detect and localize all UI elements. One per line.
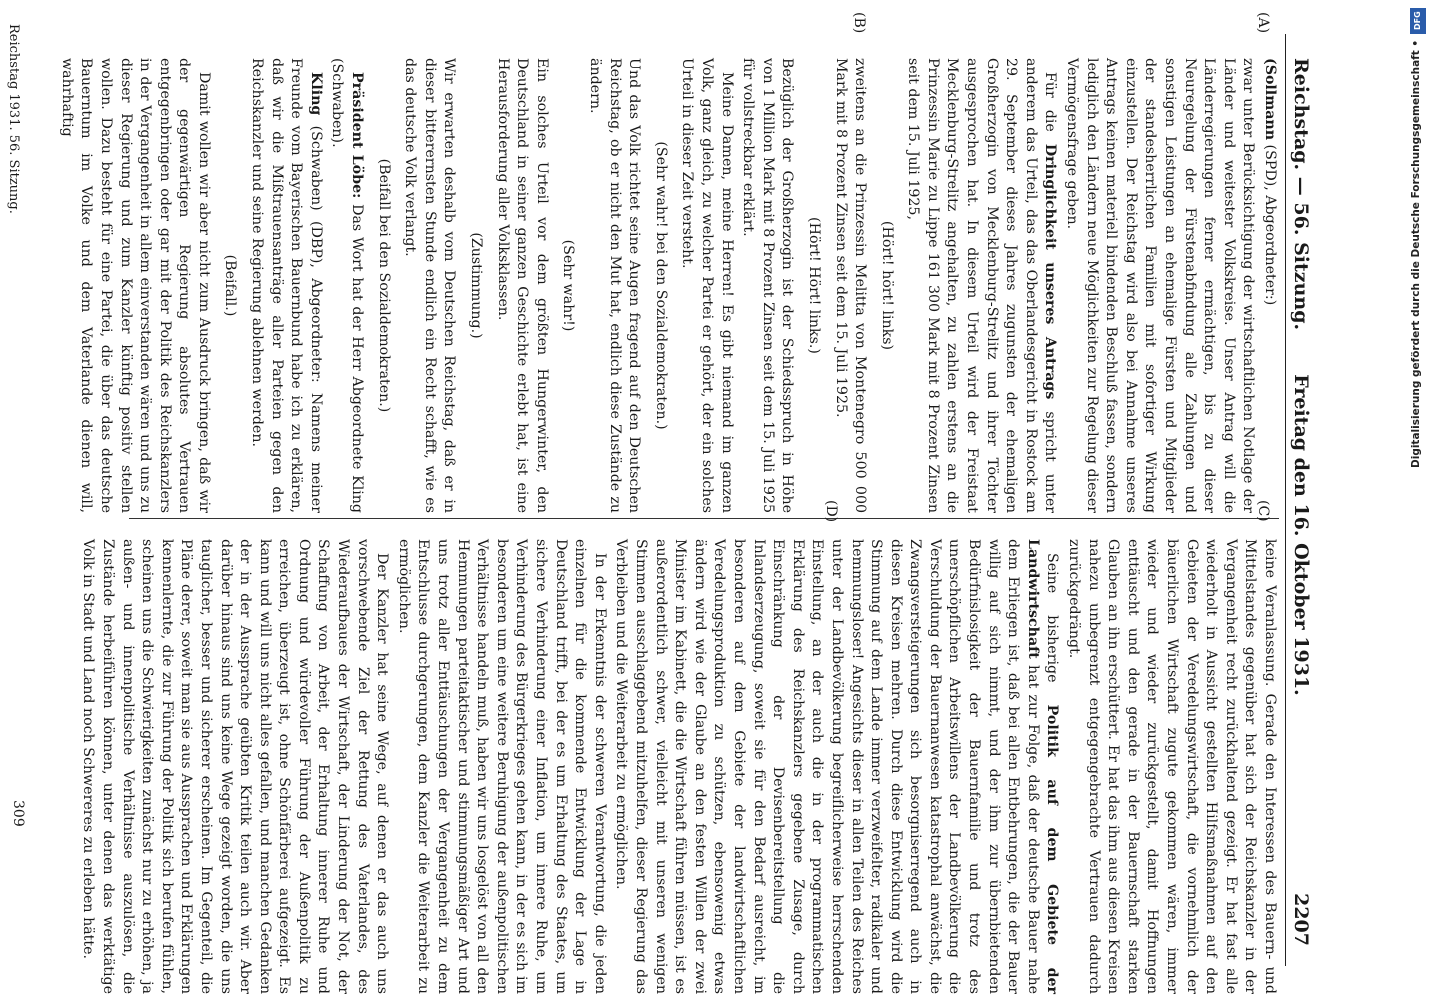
page-number: 2207: [1290, 893, 1312, 946]
paragraph: zweitens an die Prinzessin Melitta von Montenegro 500 000 Mark mit 8 Prozent Zinsen seit dem 15. Juli 1925.: [832, 58, 869, 513]
paragraph: Bezüglich der Großherzogin ist der Schiedsspruch in Höhe von 1 Million Mark mit 8 Prozent Zinsen seit dem 15. Juli 1925 für vollstreckbar erklärt.: [740, 58, 796, 513]
paragraph-text: Für die: [1042, 72, 1059, 144]
interjection: (Zustimmung.): [468, 232, 485, 339]
interjection: (Sehr wahr! bei den Sozialdemokraten.): [652, 141, 669, 430]
paragraph-text: Seine bisherige: [1044, 553, 1061, 705]
page-header: [1285, 34, 1316, 966]
footer-session: Reichstag 1931. 56. Sitzung.: [6, 24, 21, 214]
right-column: [76, 539, 1279, 994]
interjection: (Hört! Hört! links.): [805, 217, 822, 354]
digitization-note: Digitalisierung gefördert durch die Deutsche Forschungsgemeinschaft •: [1410, 40, 1422, 469]
left-column: [54, 58, 1279, 513]
digitization-sidebar: [1408, 8, 1428, 988]
emphasis: Kling: [307, 72, 324, 116]
emphasis: Präsident Löbe:: [349, 72, 366, 199]
paragraph: [247, 58, 325, 513]
interjection: (Hört! hört! links): [878, 220, 895, 351]
interjection: (Sehr wahr!): [560, 239, 577, 332]
paragraph: In der Erkenntnis der schweren Verantwortung, die jeden einzelnen für die kommende Entwicklung der Lage in Deutschland trifft, bei der es um Erhaltung des Staates, um sichere Verhinderung einer Inflation, um innere Ruhe, um Verhinderung des Bürgerkrieges gehen kann, in der es sich im besonderen um eine weitere Beruhigung der außenpolitischen Verhältnisse handeln muß, haben wir uns losgelöst von all den Hemmungen parteitaktischer und stimmungsmäßiger Art und uns trotz aller Enttäuschungen der Vergangenheit zu dem Entschlusse durchgerungen, dem Kanzler die Weiterarbeit zu ermöglichen.: [395, 539, 608, 994]
paragraph: [611, 539, 1062, 994]
emphasis: Dringlichkeit unseres Antrags: [1042, 143, 1059, 400]
speaker-continuation: [1259, 58, 1279, 513]
paragraph: Wir erwarten deshalb vom Deutschen Reichstag, daß er in dieser bitterernsten Stunde endlich ein Recht schafft, wie es das deutsche Volk verlangt.: [402, 58, 458, 513]
margin-marker-b: (B): [851, 12, 867, 34]
paragraph: Damit wollen wir aber nicht zum Ausdruck bringen, daß wir der gegenwärtigen Regierung absolutes Vertrauen entgegenbringen oder gar mit der Politik des Reichskanzlers in der Vergangenheit in allem einverstanden wären und uns zu dieser Regierung und zum Kanzler künftig positiv stellen wollen. Dazu besteht für eine Partei, die über das deutsche Bauerntum im Volke und dem Vaterlande dienen will, wahrhaftig: [58, 58, 212, 513]
header-date: Freitag den 16. Oktober 1931.: [1290, 374, 1312, 696]
interjection: (Beifall bei den Sozialdemokraten.): [375, 158, 392, 413]
speaker-name: (Sollmann: [1262, 58, 1278, 141]
paragraph: [903, 58, 1060, 513]
speaker-role: (SPD), Abgeordneter:): [1262, 140, 1278, 306]
margin-marker-c: (C): [1255, 500, 1271, 522]
interjection: (Beifall.): [222, 254, 239, 317]
dfg-logo: DFG: [1410, 8, 1426, 34]
text-columns: [43, 12, 1279, 995]
paragraph: zwar unter Berücksichtigung der wirtschaftlichen Notlage der Länder und weitester Volkskreise. Unser Antrag will die Länderregierungen ferner ermächtigen, bis zu dieser Neuregelung der Fürstenabfindung alle Zahlungen und sonstigen Leistungen an ehemalige Fürsten und Mitglieder der standesherrlichen Familien mit sofortiger Wirkung einzustellen. Der Reichstag wird also bei Annahme unseres Antrags keinen materiell bindenden Beschluß fassen, sondern lediglich den Ländern neue Möglichkeiten zur Regelung dieser Vermögensfrage geben.: [1064, 58, 1257, 513]
column-divider: [129, 518, 1279, 519]
paragraph-text: spricht unter anderem das Urteil, das das Oberlandesgericht in Rostock am 29. September dieses Jahres zugunsten der ehemaligen Großherzogin von Mecklenburg-Strelitz und ihrer Töchter ausgesprochen hat. In diesem Urteil wird der Freistaat Mecklenburg-Strelitz angehalten, zu zahlen erstens an die Prinzessin Marie zu Lippe 161 300 Mark mit 8 Prozent Zinsen seit dem 15. Juli 1925,: [905, 58, 1059, 513]
paragraph-text: hat zur Folge, daß der deutsche Bauer nahe dem Erliegen ist, daß bei allen Entbehrungen, die der Bauer willig auf sich nimmt, und der ihm zur übernbietenden Bedürfnislosigkeit der Bauernfamilie und trotz des unerschöpflichen Arbeitswillens der Landbevölkerung die Verschuldung der Bauernanwesen katastrophal anwächst, die Zwangsversteigerungen sich besorgniserregend auch in diesen Kreisen mehren. Durch diese Entwicklung wird die Stimmung auf dem Lande immer verzweifelter, radikaler und hemmungsloser! Angesichts dieser in allen Teilen des Reiches unter der Landbevölkerung begreiflicherweise herrschenden Einstellung, an der auch die in der programmatischen Erklärung des Reichskanzlers gegebene Zusage, durch Einschränkung der Devisenbereitstellung die Inlandserzeugung, soweit sie für den Bedarf ausreicht, im besonderen auf dem Gebiete der landwirtschaftlichen Veredelungsproduktion zu schützen, ebensowenig etwas ändern wird wie der Glaube an den festen Willen der zwei Minister im Kabinett, die die Wirtschaft führen müssen, ist es außerordentlich schwer, vielleicht mit unseren wenigen Stimmen ausschlaggebend mitzuhelfen, dieser Regierung das Verbleiben und die Weiterarbeit zu ermöglichen.: [613, 539, 1041, 994]
paragraph: Und das Volk richtet seine Augen fragend auf den Deutschen Reichstag, ob er nicht den Mut hat, endlich diese Zustände zu ändern.: [587, 58, 643, 513]
paragraph: Der Kanzler hat seine Wege, auf denen er das auch uns vorschwebende Ziel der Rettung des Vaterlandes, des Wiederaufbaues der Wirtschaft, der Linderung der Not, der Schaffung von Arbeit, der Erhaltung innerer Ruhe und Ordnung und würdevoller Führung der Außenpolitik zu erreichen, überzeugt ist, ohne Schönfärberei aufgezeigt. Es kann und will uns nicht alles gefallen, und manchen Gedanken der in der Aussprache geübten Kritik teilen auch wir. Aber darüber hinaus sind uns keine Wege gezeigt worden, die uns tauglicher, besser und sicherer erscheinen. Im Gegenteil, die Pläne derer, soweit man sie aus Aussprachen und Erklärungen kennenlernte, die zur Führung der Politik sich berufen fühlen, scheinen uns die Schwierigkeiten zunächst nur zu erhöhen, ja außen- und innenpolitische Verhältnisse auszulösen, die Zustände herbeiführen können, unter denen das werktätige Volk in Stadt und Land noch Schwereres zu erleben hätte.: [80, 539, 391, 994]
paragraph-text: Das Wort hat der Herr Abgeordnete Kling (Schwaben).: [329, 58, 366, 514]
emphasis: Politik auf dem Gebiete der Landwirtschaft: [1024, 539, 1061, 995]
footer-page-mark: 309: [10, 800, 26, 827]
paragraph: [327, 58, 366, 513]
margin-marker-a: (A): [1255, 12, 1271, 34]
paragraph: Meine Damen, meine Herren! Es gibt niemand im ganzen Volk, ganz gleich, zu welcher Partei er gehört, der ein solches Urteil in dieser Zeit versteht.: [679, 58, 735, 513]
margin-marker-d: (D): [823, 500, 839, 523]
paragraph: keine Veranlassung. Gerade den Interessen des Bauern- und Mittelstandes gegenüber hat sich der Reichskanzler in der Vergangenheit recht zurückhaltend gezeigt. Er hat fast alle wiederholt in Aussicht gestellten Hilfsmaßnahmen auf den Gebieten der Veredelungswirtschaft, die vornehmlich der bäuerlichen Wirtschaft zugute gekommen wären, immer wieder und wieder zurückgestellt, damit Hoffnungen enttäuscht und den gerade in der Bauernschaft starken Glauben an ihn erschüttert. Er hat das ihm aus diesen Kreisen nahezu unbegrenzt entgegengebrachte Vertrauen dadurch zurückgedrängt.: [1066, 539, 1278, 994]
paragraph: Ein solches Urteil vor dem größten Hungerwinter, den Deutschland in seiner ganzen Geschichte erlebt hat, ist eine Herausforderung aller Volksklassen.: [494, 58, 550, 513]
paragraph-text: (Schwaben) (DBP), Abgeordneter: Namens meiner Freunde vom Bayerischen Bauernbund habe ich zu erklären, daß wir die Mißtrauensanträge aller Parteien gegen den Reichskanzler und seine Regierung ablehnen werden.: [249, 58, 324, 513]
header-left: Reichstag. — 56. Sitzung.: [1290, 58, 1312, 331]
